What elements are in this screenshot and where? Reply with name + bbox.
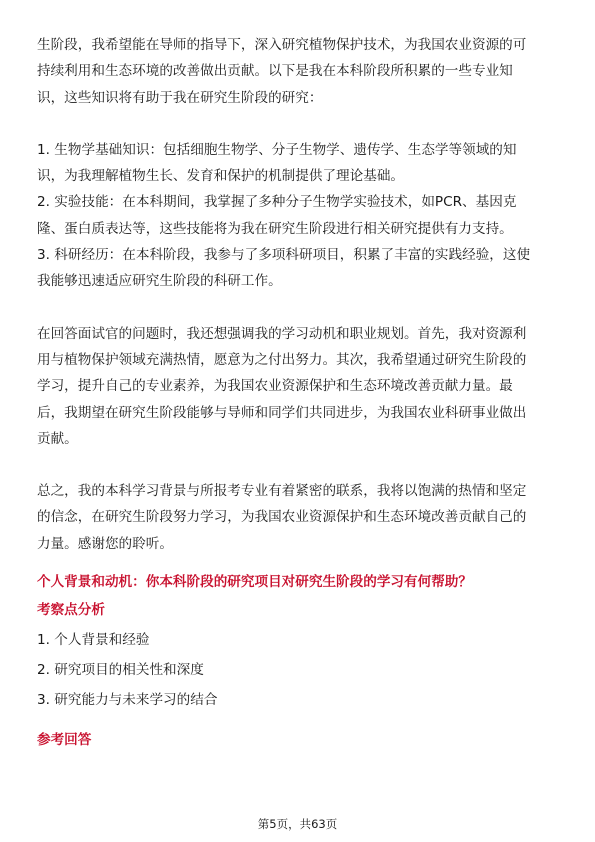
text-line: 总之，我的本科学习背景与所报考专业有着紧密的联系，我将以饱满的热情和坚定 bbox=[37, 483, 527, 500]
text-line: 我能够迅速适应研究生阶段的科研工作。 bbox=[37, 273, 282, 290]
page-number-footer: 第5页，共63页 bbox=[257, 817, 338, 831]
paragraph-gap bbox=[37, 111, 560, 137]
list-item bbox=[37, 189, 560, 242]
knowledge-list bbox=[37, 137, 560, 295]
text-line: 力量。感谢您的聆听。 bbox=[37, 535, 173, 552]
text-line: 识，为我理解植物生长、发育和保护的机制提供了理论基础。 bbox=[37, 168, 405, 185]
text-line: 识，这些知识将有助于我在研究生阶段的研究： bbox=[37, 89, 323, 106]
paragraph-gap bbox=[37, 452, 560, 478]
document-page bbox=[37, 32, 560, 753]
text-line: 持续利用和生态环境的改善做出贡献。以下是我在本科阶段所积累的一些专业知 bbox=[37, 63, 513, 80]
question-title: 个人背景和动机：你本科阶段的研究项目对研究生阶段的学习有何帮助？ bbox=[37, 574, 472, 591]
text-line: 1. 生物学基础知识：包括细胞生物学、分子生物学、遗传学、生态学等领域的知 bbox=[37, 141, 517, 158]
analysis-points-list bbox=[37, 625, 560, 715]
intro-paragraph bbox=[37, 32, 560, 111]
conclusion-paragraph bbox=[37, 478, 560, 557]
text-line: 学习，提升自己的专业素养，为我国农业资源保护和生态环境改善贡献力量。最 bbox=[37, 378, 513, 395]
analysis-point: 1. 个人背景和经验 bbox=[37, 632, 150, 649]
text-line: 后，我期望在研究生阶段能够与导师和同学们共同进步，为我国农业科研事业做出 bbox=[37, 404, 527, 421]
text-line: 用与植物保护领域充满热情，愿意为之付出努力。其次，我希望通过研究生阶段的 bbox=[37, 351, 527, 368]
analysis-point: 2. 研究项目的相关性和深度 bbox=[37, 662, 204, 679]
analysis-point: 3. 研究能力与未来学习的结合 bbox=[37, 692, 218, 709]
paragraph-gap bbox=[37, 295, 560, 321]
list-item bbox=[37, 242, 560, 295]
answer-heading: 参考回答 bbox=[37, 732, 92, 749]
text-line: 隆、蛋白质表达等，这些技能将为我在研究生阶段进行相关研究提供有力支持。 bbox=[37, 220, 513, 237]
text-line: 贡献。 bbox=[37, 430, 78, 447]
motivation-paragraph bbox=[37, 321, 560, 452]
text-line: 在回答面试官的问题时，我还想强调我的学习动机和职业规划。首先，我对资源利 bbox=[37, 325, 527, 342]
analysis-heading: 考察点分析 bbox=[37, 602, 105, 619]
list-item bbox=[37, 137, 560, 190]
text-line: 生阶段，我希望能在导师的指导下，深入研究植物保护技术，为我国农业资源的可 bbox=[37, 37, 527, 53]
text-line: 3. 科研经历：在本科阶段，我参与了多项科研项目，积累了丰富的实践经验，这使 bbox=[37, 247, 531, 264]
text-line: 2. 实验技能：在本科期间，我掌握了多种分子生物学实验技术，如PCR、基因克 bbox=[37, 194, 517, 211]
text-line: 的信念，在研究生阶段努力学习，为我国农业资源保护和生态环境改善贡献自己的 bbox=[37, 509, 527, 526]
